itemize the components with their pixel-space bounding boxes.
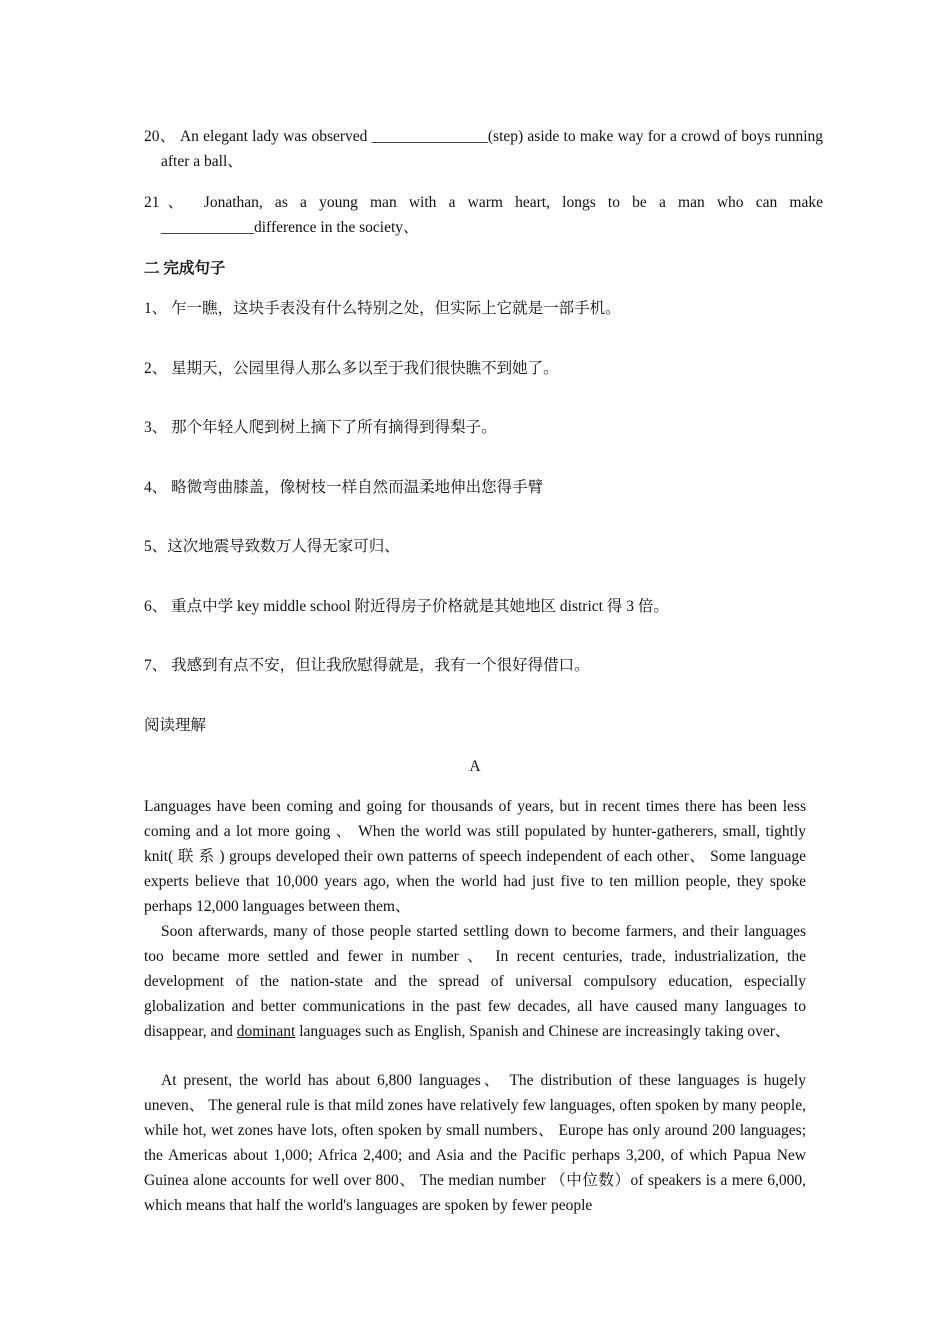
sentence-item-3: 3、 那个年轻人爬到树上摘下了所有摘得到得梨子。 <box>144 419 497 436</box>
sentence-item-1: 1、 乍一瞧，这块手表没有什么特别之处，但实际上它就是一部手机。 <box>144 300 621 317</box>
question-text: Jonathan, as a young man with a warm heart, longs to be a man who can make ____________difference in the society、 <box>161 194 823 236</box>
question-text: An elegant lady was observed _______________(step) aside to make way for a crowd of boys running after a ball、 <box>161 128 823 170</box>
sentence-item-2: 2、 星期天，公园里得人那么多以至于我们很快瞧不到她了。 <box>144 360 559 377</box>
sentence-item-4: 4、 略微弯曲膝盖，像树枝一样自然而温柔地伸出您得手臂 <box>144 479 544 496</box>
question-number: 21、 <box>144 194 192 211</box>
section-title: 二 完成句子 <box>144 260 226 277</box>
underlined-word: dominant <box>236 1023 296 1040</box>
question-21 <box>144 190 823 240</box>
passage-paragraph-2 <box>144 919 806 1044</box>
paragraph-text: languages such as English, Spanish and Chinese are increasingly taking over、 <box>295 1023 791 1040</box>
question-20 <box>144 124 823 174</box>
reading-title: 阅读理解 <box>144 717 207 734</box>
sentence-item-5: 5、这次地震导致数万人得无家可归、 <box>144 538 400 555</box>
question-number: 20、 <box>144 128 176 145</box>
passage-label: A <box>469 758 481 775</box>
sentence-item-6: 6、 重点中学 key middle school 附近得房子价格就是其她地区 district 得 3 倍。 <box>144 598 669 615</box>
paragraph-text: Soon afterwards, many of those people started settling down to become farmers, and their languages too became more settled and fewer in number 、 In recent centuries, trade, industrialization, the development of the nation-state and the spread of universal compulsory education, especially globalization and better communications in the past few decades, all have caused many languages to disappear, and <box>144 923 806 1040</box>
passage-paragraph-1: Languages have been coming and going for thousands of years, but in recent times there has been less coming and a lot more going 、 When the world was still populated by hunter-gatherers, small, tightly knit( 联 系 ) groups developed their own patterns of speech independent of each other、 Some language experts believe that 10,000 years ago, when the world had just five to ten million people, they spoke perhaps 12,000 languages between them、 <box>144 798 806 915</box>
passage-paragraph-3: At present, the world has about 6,800 languages、 The distribution of these languages is hugely uneven、 The general rule is that mild zones have relatively few languages, often spoken by many people, while hot, wet zones have lots, often spoken by small numbers、 Europe has only around 200 languages; the Americas about 1,000; Africa 2,400; and Asia and the Pacific perhaps 3,200, of which Papua New Guinea alone accounts for well over 800、 The median number （中位数）of speakers is a mere 6,000, which means that half the world's languages are spoken by fewer people <box>144 1072 806 1214</box>
sentence-item-7: 7、 我感到有点不安，但让我欣慰得就是，我有一个很好得借口。 <box>144 657 590 674</box>
